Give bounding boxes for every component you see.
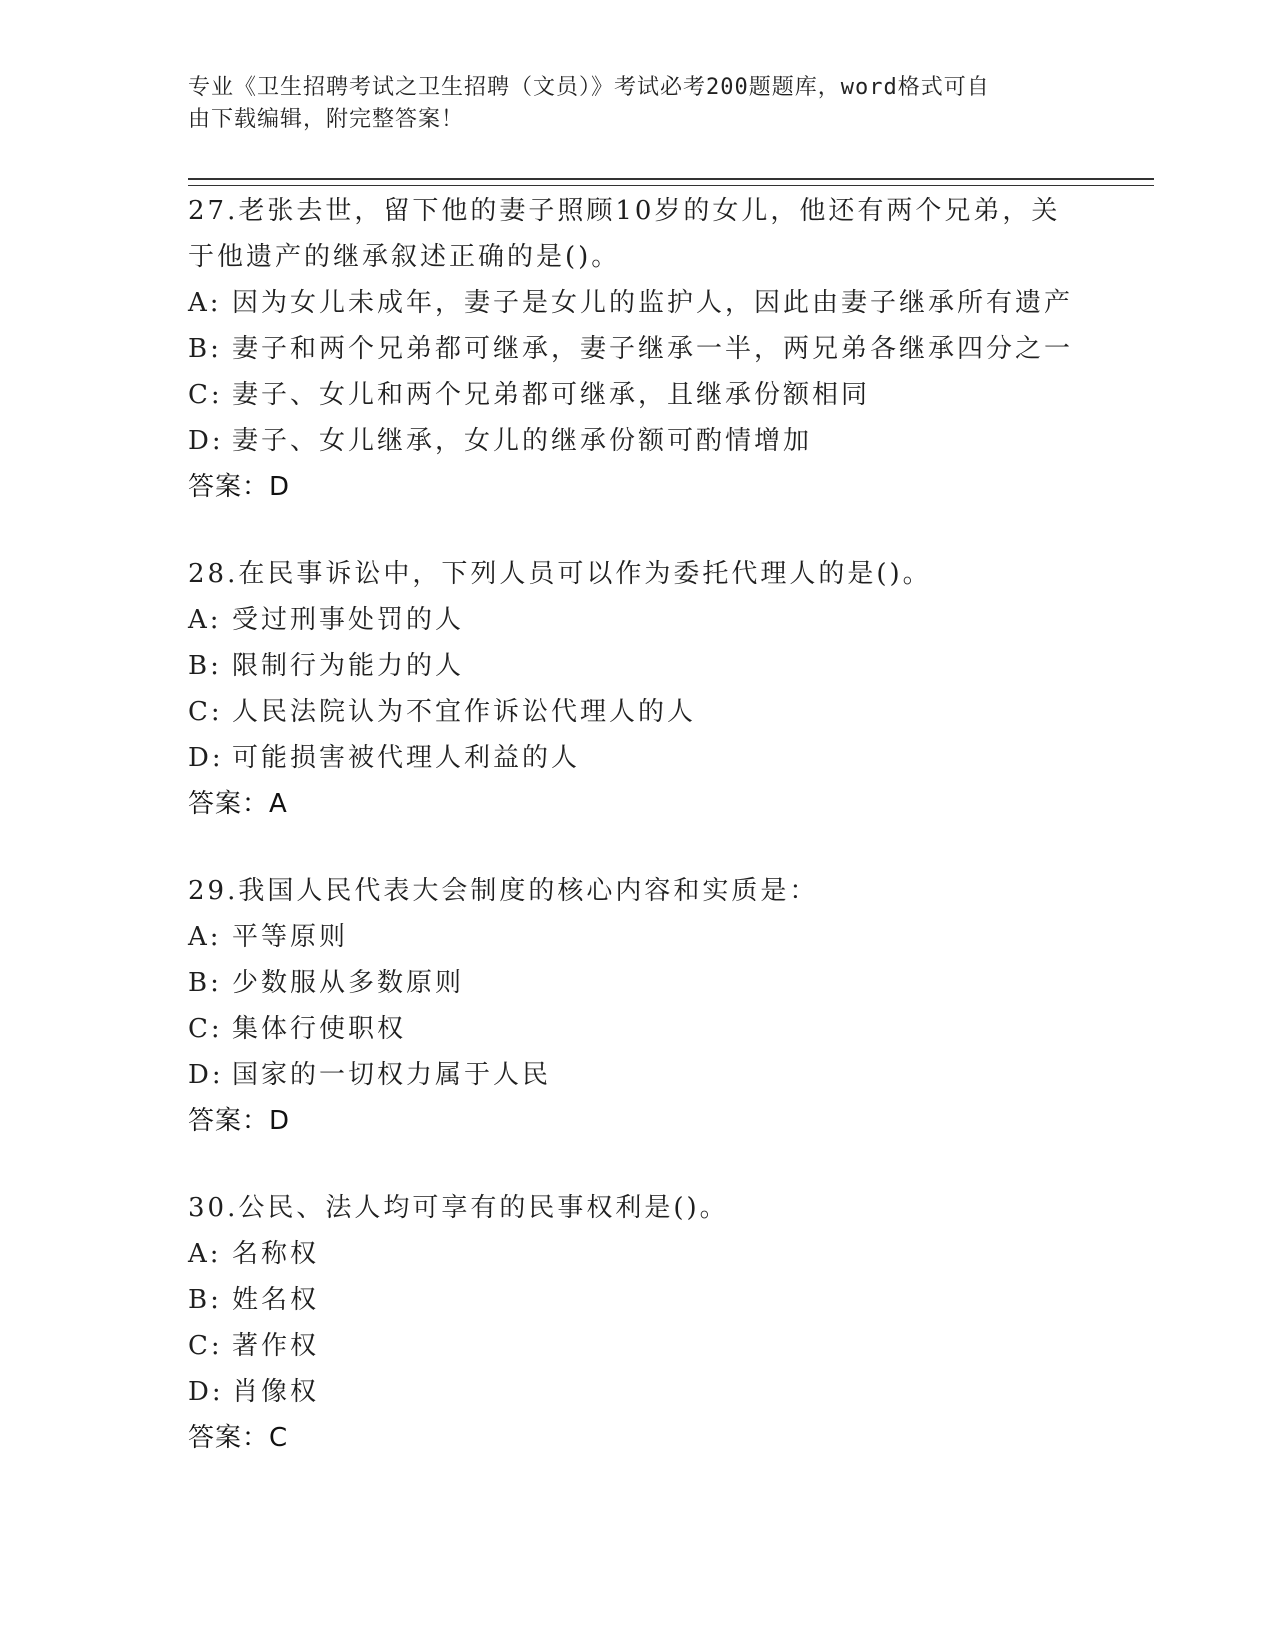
question-stem: 30.公民、法人均可享有的民事权利是()。	[188, 1193, 729, 1223]
option-text: 平等原则	[232, 922, 349, 952]
option-text: 名称权	[232, 1239, 320, 1269]
option-text: 受过刑事处罚的人	[232, 605, 465, 635]
document-header	[188, 72, 1068, 136]
option-key: B:	[188, 968, 222, 998]
option-key: D:	[188, 1060, 224, 1090]
option-key: B:	[188, 1285, 222, 1315]
option-text: 妻子和两个兄弟都可继承，妻子继承一半，两兄弟各继承四分之一	[232, 334, 1074, 364]
question-stem-continued: 于他遗产的继承叙述正确的是()。	[188, 242, 621, 272]
option-b	[188, 1277, 1088, 1323]
option-key: A:	[188, 605, 222, 635]
option-key: D:	[188, 1377, 224, 1407]
option-key: A:	[188, 288, 222, 318]
option-c	[188, 689, 1088, 735]
option-text: 少数服从多数原则	[232, 968, 465, 998]
header-line-2: 由下载编辑，附完整答案！	[188, 107, 465, 132]
option-c	[188, 1006, 1088, 1052]
option-text: 妻子、女儿继承，女儿的继承份额可酌情增加	[232, 426, 813, 456]
option-text: 妻子、女儿和两个兄弟都可继承，且继承份额相同	[232, 380, 871, 410]
option-text: 国家的一切权力属于人民	[232, 1060, 552, 1090]
option-b	[188, 326, 1088, 372]
header-divider-thin	[188, 185, 1154, 186]
option-b	[188, 643, 1088, 689]
answer-line: 答案：D	[188, 1106, 291, 1136]
option-text: 可能损害被代理人利益的人	[232, 743, 581, 773]
option-key: B:	[188, 334, 222, 364]
answer-line: 答案：A	[188, 789, 288, 819]
option-key: C:	[188, 1331, 223, 1361]
question-27	[188, 188, 1088, 510]
option-text: 集体行使职权	[232, 1014, 407, 1044]
option-d	[188, 1052, 1088, 1098]
option-text: 肖像权	[232, 1377, 320, 1407]
option-d	[188, 1369, 1088, 1415]
option-text: 人民法院认为不宜作诉讼代理人的人	[232, 697, 697, 727]
option-text: 限制行为能力的人	[232, 651, 465, 681]
option-a	[188, 1231, 1088, 1277]
option-b	[188, 960, 1088, 1006]
option-d	[188, 418, 1088, 464]
header-line-1: 专业《卫生招聘考试之卫生招聘（文员）》考试必考200题题库，word格式可自	[188, 75, 990, 100]
question-stem: 28.在民事诉讼中，下列人员可以作为委托代理人的是()。	[188, 559, 932, 589]
option-text: 著作权	[232, 1331, 320, 1361]
option-key: B:	[188, 651, 222, 681]
option-key: D:	[188, 426, 224, 456]
option-key: D:	[188, 743, 224, 773]
question-29	[188, 868, 1088, 1144]
header-divider-thick	[188, 178, 1154, 180]
option-a	[188, 914, 1088, 960]
option-d	[188, 735, 1088, 781]
question-stem: 29.我国人民代表大会制度的核心内容和实质是：	[188, 876, 819, 906]
option-key: C:	[188, 1014, 223, 1044]
option-key: C:	[188, 380, 223, 410]
option-text: 姓名权	[232, 1285, 320, 1315]
option-key: A:	[188, 922, 222, 952]
option-a	[188, 280, 1088, 326]
option-c	[188, 372, 1088, 418]
option-c	[188, 1323, 1088, 1369]
option-text: 因为女儿未成年，妻子是女儿的监护人，因此由妻子继承所有遗产	[232, 288, 1074, 318]
answer-line: 答案：C	[188, 1423, 289, 1453]
answer-line: 答案：D	[188, 472, 291, 502]
option-key: C:	[188, 697, 223, 727]
option-key: A:	[188, 1239, 222, 1269]
question-stem: 27.老张去世，留下他的妻子照顾10岁的女儿，他还有两个兄弟，关	[188, 196, 1061, 226]
question-30	[188, 1185, 1088, 1461]
option-a	[188, 597, 1088, 643]
question-list	[188, 188, 1088, 1461]
question-28	[188, 551, 1088, 827]
